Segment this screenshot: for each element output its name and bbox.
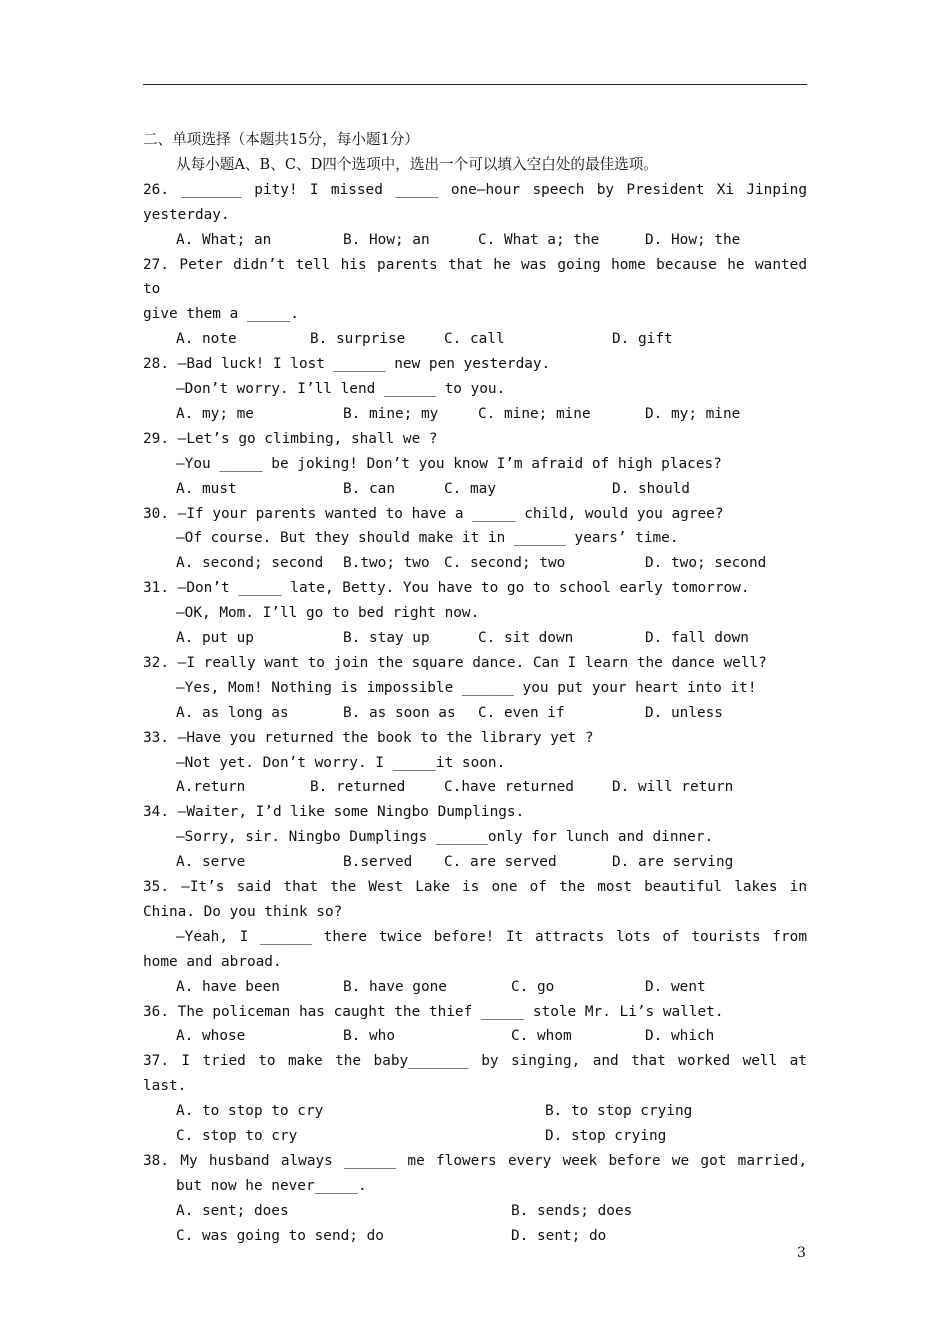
question-line [143, 726, 807, 751]
question-line [143, 950, 807, 975]
question-line [143, 751, 807, 776]
question-32 [143, 651, 807, 726]
answer-option[interactable]: A. serve [176, 854, 246, 871]
question-text: —Yeah, I ______ there twice before! It attracts lots of tourists from [176, 928, 807, 945]
page-number: 3 [797, 1245, 806, 1261]
question-text: give them a _____. [143, 306, 299, 323]
answer-option[interactable]: D. should [612, 480, 690, 497]
question-26 [143, 178, 807, 253]
question-text: —Not yet. Don’t worry. I _____it soon. [176, 754, 506, 771]
question-text: —I really want to join the square dance. Can I learn the dance well? [177, 654, 767, 671]
answer-option[interactable]: A. whose [176, 1028, 246, 1045]
question-text: The policeman has caught the thief _____ stole Mr. Li’s wallet. [177, 1003, 724, 1020]
answer-option[interactable]: D. fall down [645, 630, 749, 647]
answer-option[interactable]: D. are serving [612, 854, 734, 871]
answer-option[interactable]: A. as long as [176, 704, 289, 721]
answer-option[interactable]: B. returned [310, 779, 406, 796]
question-text: home and abroad. [143, 953, 282, 970]
options-row [143, 701, 807, 726]
answer-option[interactable]: D. stop crying [545, 1128, 667, 1145]
question-text: _______ pity! I missed _____ one—hour speech by President Xi Jinping [181, 181, 807, 198]
answer-option[interactable]: D. unless [645, 704, 723, 721]
answer-option[interactable]: C. go [511, 978, 555, 995]
question-number: 30. [143, 505, 169, 522]
answer-option[interactable]: A. must [176, 480, 237, 497]
answer-option[interactable]: C. sit down [478, 630, 574, 647]
question-text: —It’s said that the West Lake is one of the most beautiful lakes in [181, 879, 807, 896]
question-29 [143, 427, 807, 502]
answer-option[interactable]: A. sent; does [176, 1202, 289, 1219]
header-rule [143, 84, 807, 85]
question-number: 38. [143, 1152, 169, 1169]
answer-option[interactable]: C.have returned [444, 779, 574, 796]
answer-option[interactable]: C. are served [444, 854, 557, 871]
question-line [143, 825, 807, 850]
question-line [143, 925, 807, 950]
answer-option[interactable]: C. even if [478, 704, 565, 721]
answer-option[interactable]: D. How; the [645, 231, 741, 248]
question-36 [143, 1000, 807, 1050]
answer-option[interactable]: C. may [444, 480, 496, 497]
answer-option[interactable]: A. have been [176, 978, 280, 995]
question-text: —OK, Mom. I’ll go to bed right now. [176, 605, 480, 622]
answer-option[interactable]: B. How; an [343, 231, 430, 248]
question-number: 37. [143, 1053, 169, 1070]
answer-option[interactable]: D. my; mine [645, 405, 741, 422]
question-text: —If your parents wanted to have a _____ child, would you agree? [177, 505, 724, 522]
options-row [143, 1099, 807, 1124]
question-line [143, 651, 807, 676]
answer-option[interactable]: C. mine; mine [478, 405, 591, 422]
question-text: —Have you returned the book to the library yet ? [177, 729, 594, 746]
answer-option[interactable]: B. have gone [343, 978, 447, 995]
question-text: —Bad luck! I lost ______ new pen yesterday. [177, 356, 551, 373]
question-31 [143, 576, 807, 651]
question-line [143, 352, 807, 377]
question-33 [143, 726, 807, 801]
options-row [143, 477, 807, 502]
answer-option[interactable]: A. my; me [176, 405, 254, 422]
options-row [143, 775, 807, 800]
answer-option[interactable]: C. call [444, 331, 505, 348]
answer-option[interactable]: D. sent; do [511, 1227, 607, 1244]
section-title: 二、单项选择（本题共15分，每小题1分） [143, 131, 419, 148]
question-28 [143, 352, 807, 427]
options-row [143, 850, 807, 875]
question-text: —Don’t _____ late, Betty. You have to go to school early tomorrow. [177, 580, 750, 597]
question-line [143, 1149, 807, 1174]
question-line [143, 1074, 807, 1099]
question-38 [143, 1149, 807, 1249]
section-instruction: 从每小题A、B、C、D四个选项中，选出一个可以填入空白处的最佳选项。 [176, 155, 658, 173]
question-37 [143, 1049, 807, 1149]
question-number: 33. [143, 729, 169, 746]
question-text: yesterday. [143, 206, 230, 223]
question-line [143, 1174, 807, 1199]
answer-option[interactable]: B. as soon as [343, 704, 456, 721]
question-30 [143, 502, 807, 577]
question-line [143, 1049, 807, 1074]
question-line [143, 875, 807, 900]
question-number: 29. [143, 430, 169, 447]
options-row [143, 327, 807, 352]
question-text: —Yes, Mom! Nothing is impossible ______ you put your heart into it! [176, 679, 757, 696]
question-34 [143, 800, 807, 875]
answer-option[interactable]: D. two; second [645, 555, 767, 572]
question-text: —You _____ be joking! Don’t you know I’m afraid of high places? [176, 455, 722, 472]
answer-option[interactable]: D. which [645, 1028, 715, 1045]
answer-option[interactable]: A. note [176, 331, 237, 348]
question-text: —Don’t worry. I’ll lend ______ to you. [176, 381, 506, 398]
question-line [143, 502, 807, 527]
question-number: 35. [143, 879, 169, 896]
options-row [143, 975, 807, 1000]
question-35 [143, 875, 807, 1000]
question-text: I tried to make the baby_______ by singing, and that worked well at [181, 1053, 807, 1070]
answer-option[interactable]: C. whom [511, 1028, 572, 1045]
answer-option[interactable]: B.two; two [343, 555, 430, 572]
options-row [143, 1024, 807, 1049]
question-text: —Waiter, I’d like some Ningbo Dumplings. [177, 804, 525, 821]
options-row [143, 551, 807, 576]
question-line [143, 302, 807, 327]
question-27 [143, 253, 807, 353]
answer-option[interactable]: A.return [176, 779, 246, 796]
question-line [143, 377, 807, 402]
answer-option[interactable]: A. put up [176, 630, 254, 647]
options-row [143, 402, 807, 427]
question-line [143, 576, 807, 601]
answer-option[interactable]: C. stop to cry [176, 1128, 298, 1145]
question-number: 32. [143, 654, 169, 671]
answer-option[interactable]: B. surprise [310, 331, 406, 348]
answer-option[interactable]: D. will return [612, 779, 734, 796]
answer-option[interactable]: C. was going to send; do [176, 1227, 384, 1244]
question-text: My husband always ______ me flowers every week before we got married, [180, 1152, 807, 1169]
question-list [143, 178, 807, 1249]
answer-option[interactable]: C. second; two [444, 555, 566, 572]
question-text: Peter didn’t tell his parents that he was going home because he wanted to [143, 256, 807, 298]
answer-option[interactable]: D. gift [612, 331, 673, 348]
question-line [143, 178, 807, 203]
answer-option[interactable]: B. mine; my [343, 405, 439, 422]
question-line [143, 1000, 807, 1025]
question-number: 34. [143, 804, 169, 821]
question-text: China. Do you think so? [143, 903, 343, 920]
answer-option[interactable]: C. What a; the [478, 231, 600, 248]
exam-page [143, 128, 807, 1249]
question-line [143, 900, 807, 925]
question-line [143, 203, 807, 228]
question-text: last. [143, 1078, 187, 1095]
question-line [143, 452, 807, 477]
question-text: but now he never_____. [176, 1177, 367, 1194]
answer-option[interactable]: B. sends; does [511, 1202, 633, 1219]
question-number: 31. [143, 580, 169, 597]
question-number: 36. [143, 1003, 169, 1020]
options-row [143, 1124, 807, 1149]
question-number: 26. [143, 181, 169, 198]
options-row [143, 228, 807, 253]
answer-option[interactable]: B.served [343, 854, 413, 871]
question-number: 27. [143, 256, 169, 273]
answer-option[interactable]: B. stay up [343, 630, 430, 647]
question-text: —Sorry, sir. Ningbo Dumplings ______only for lunch and dinner. [176, 829, 714, 846]
question-line [143, 601, 807, 626]
answer-option[interactable]: B. can [343, 480, 395, 497]
answer-option[interactable]: A. What; an [176, 231, 272, 248]
answer-option[interactable]: B. who [343, 1028, 395, 1045]
question-line [143, 427, 807, 452]
answer-option[interactable]: A. to stop to cry [176, 1103, 324, 1120]
question-text: —Let’s go climbing, shall we ? [177, 430, 438, 447]
options-row [143, 1224, 807, 1249]
question-line [143, 676, 807, 701]
options-row [143, 1199, 807, 1224]
answer-option[interactable]: A. second; second [176, 555, 324, 572]
question-line [143, 526, 807, 551]
question-line [143, 253, 807, 303]
question-number: 28. [143, 356, 169, 373]
answer-option[interactable]: B. to stop crying [545, 1103, 693, 1120]
question-text: —Of course. But they should make it in ______ years’ time. [176, 530, 679, 547]
options-row [143, 626, 807, 651]
answer-option[interactable]: D. went [645, 978, 706, 995]
question-line [143, 800, 807, 825]
